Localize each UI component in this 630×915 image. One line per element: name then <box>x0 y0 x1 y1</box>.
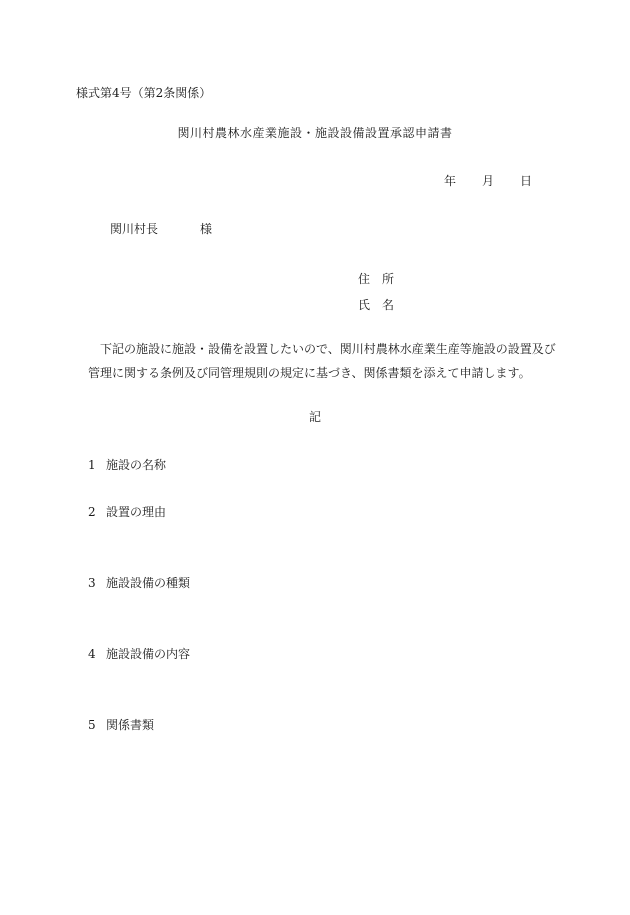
addressee <box>110 220 212 237</box>
item-reason <box>88 503 166 520</box>
applicant-block <box>358 266 394 318</box>
body-line-1: 下記の施設に施設・設備を設置したいので、関川村農林水産業生産等施設の設置及び <box>100 342 556 356</box>
document-title: 関川村農林水産業施設・施設設備設置承認申請書 <box>177 126 453 140</box>
item-equipment-content <box>88 645 190 662</box>
request-body <box>88 337 558 385</box>
item-number: 4 <box>88 647 96 661</box>
applicant-name-label: 氏 名 <box>358 298 395 312</box>
ki-heading: 記 <box>308 410 321 424</box>
item-label: 設置の理由 <box>106 505 167 519</box>
date-day: 日 <box>520 174 533 188</box>
item-number: 2 <box>88 505 96 519</box>
body-line-2: 管理に関する条例及び同管理規則の規定に基づき、関係書類を添えて申請します。 <box>88 366 531 380</box>
addressee-honorific: 様 <box>200 222 213 236</box>
item-equipment-type <box>88 574 190 591</box>
item-label: 施設の名称 <box>106 458 167 472</box>
item-related-documents <box>88 716 154 733</box>
item-number: 5 <box>88 718 96 732</box>
date-line <box>444 172 532 189</box>
item-number: 3 <box>88 576 96 590</box>
date-month: 月 <box>482 174 495 188</box>
addressee-name: 関川村長 <box>110 222 159 236</box>
form-number: 様式第4号（第2条関係） <box>76 86 212 100</box>
item-facility-name <box>88 456 166 473</box>
date-year: 年 <box>444 174 457 188</box>
item-label: 施設設備の内容 <box>106 647 191 661</box>
item-label: 関係書類 <box>106 718 155 732</box>
item-number: 1 <box>88 458 96 472</box>
item-label: 施設設備の種類 <box>106 576 191 590</box>
applicant-address-label: 住 所 <box>358 272 395 286</box>
